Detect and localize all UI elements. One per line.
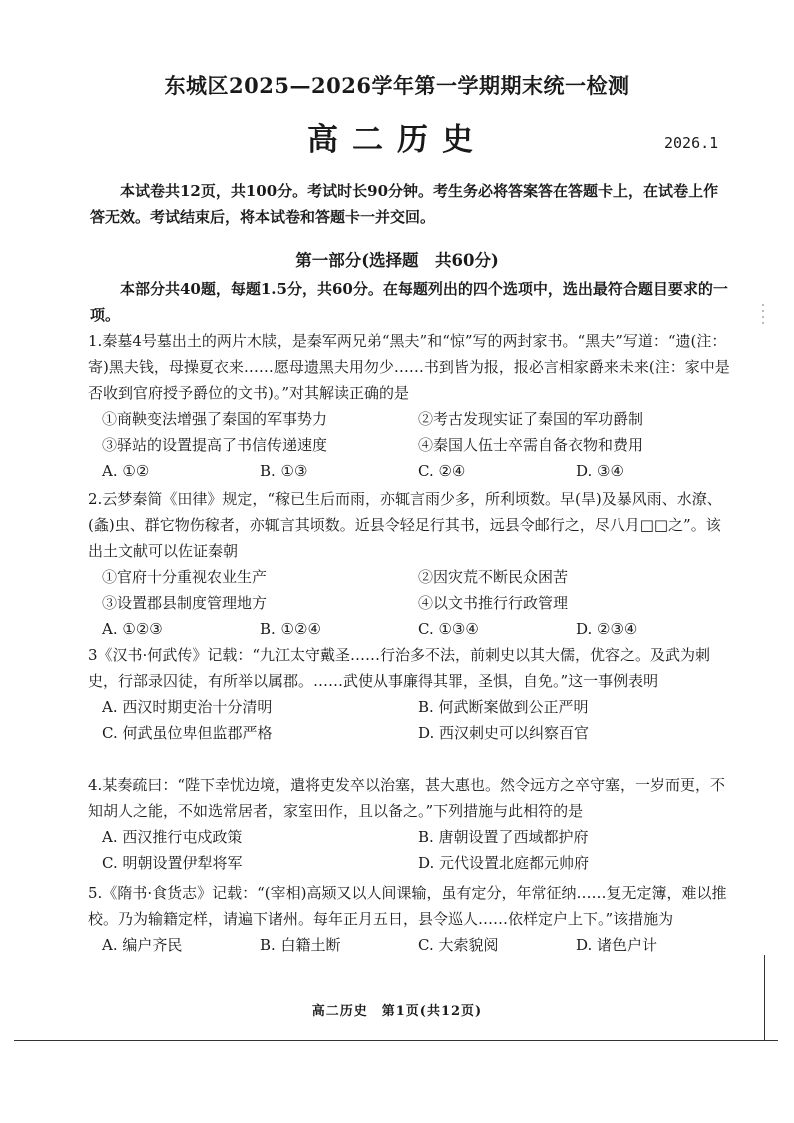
statement: ④以文书推行行政管理 (418, 594, 569, 612)
question-stem-text: 秦墓4号墓出土的两片木牍，是秦军两兄弟“黑夫”和“惊”写的两封家书。“黑夫”写道：“遗(注：寄)黑夫钱，母操夏衣来……愿母遗黑夫用勿少……书到皆为报，报必言相家爵来未来(注：家中是否收到官府授予爵位的文书)。”对其解读正确的是 (88, 332, 730, 402)
subject-title: 高二历史 (307, 122, 487, 158)
question-5 (88, 880, 734, 958)
question-3 (88, 642, 734, 746)
option-a: A. 编户齐民 (102, 936, 183, 954)
question-number: 1. (88, 332, 103, 350)
question-stem-text: 云梦秦简《田律》规定，“稼已生后而雨，亦辄言雨少多，所利顷数。早(旱)及暴风雨、水潦、(螽)虫、群它物伤稼者，亦辄言其顷数。近县令轻足行其书，远县令邮行之，尽八月□□之”。该出土文献可以佐证秦朝 (88, 490, 722, 560)
option-b: B. 唐朝设置了西域都护府 (418, 828, 589, 846)
option-c: C. 何武虽位卑但监郡严格 (102, 724, 273, 742)
option-c: C. ①③④ (418, 620, 479, 638)
statement: ④秦国人伍士卒需自备衣物和费用 (418, 436, 644, 454)
option-a: A. ①②③ (102, 620, 163, 638)
option-c: C. 明朝设置伊犁将军 (102, 854, 243, 872)
exam-date: 2026.1 (664, 134, 719, 152)
option-a: A. 西汉时期吏治十分清明 (102, 698, 273, 716)
statement-list (88, 406, 734, 458)
option-a: A. ①② (102, 462, 150, 480)
option-c: C. ②④ (418, 462, 466, 480)
option-list (88, 616, 734, 642)
option-list (88, 694, 734, 746)
exam-notice: 本试卷共12页，共100分。考试时长90分钟。考生务必将答案答在答题卡上，在试卷上作答无效。考试结束后，将本试卷和答题卡一并交回。 (90, 182, 719, 226)
option-d: D. ③④ (576, 462, 624, 480)
option-list (88, 824, 734, 876)
statement: ③驿站的设置提高了书信传递速度 (102, 436, 328, 454)
statement: ②考古发现实证了秦国的军功爵制 (418, 410, 644, 428)
question-number: 3 (88, 646, 98, 664)
page-bottom-rule (14, 1040, 778, 1041)
question-1 (88, 328, 734, 484)
option-b: B. ①②④ (260, 620, 321, 638)
option-d: D. ②③④ (576, 620, 638, 638)
question-stem (88, 642, 734, 694)
option-d: D. 元代设置北庭都元帅府 (418, 854, 590, 872)
part-title: 第一部分(选择题 共60分) (295, 251, 499, 270)
page-footer: 高二历史 第1页(共12页) (311, 1004, 483, 1019)
part-description: 本部分共40题，每题1.5分，共60分。在每题列出的四个选项中，选出最符合题目要求的一项。 (90, 280, 728, 324)
question-4 (88, 772, 734, 876)
statement: ①官府十分重视农业生产 (102, 568, 268, 586)
question-number: 2. (88, 490, 103, 508)
option-d: D. 诸色户计 (576, 936, 658, 954)
option-b: B. 何武断案做到公正严明 (418, 698, 589, 716)
statement: ②因灾荒不断民众困苦 (418, 568, 569, 586)
question-stem (88, 880, 734, 932)
statement: ①商鞅变法增强了秦国的军事势力 (102, 410, 328, 428)
option-list (88, 458, 734, 484)
option-d: D. 西汉刺史可以纠察百官 (418, 724, 590, 742)
question-2 (88, 486, 734, 642)
question-stem-text: 《隋书·食货志》记载：“(宰相)高颎又以人间课输，虽有定分，年常征纳……复无定簿，难以推校。乃为输籍定样，请遍下诸州。每年正月五日，县令巡人……依样定户上下。”该措施为 (88, 884, 727, 928)
option-list (88, 932, 734, 958)
exam-title: 东城区2025—2026学年第一学期期末统一检测 (164, 73, 630, 98)
option-c: C. 大索貌阅 (418, 936, 499, 954)
option-b: B. 白籍土断 (260, 936, 341, 954)
question-stem-text: 《汉书·何武传》记载：“九江太守戴圣……行治多不法，前刺史以其大儒，优容之。及武为刺史，行部录囚徒，有所举以属郡。……武使从事廉得其罪，圣惧，自免。”这一事例表明 (88, 646, 710, 690)
question-stem-text: 某奏疏曰：“陛下幸忧边境，遣将吏发卒以治塞，甚大惠也。然令远方之卒守塞，一岁而更，不知胡人之能，不如选常居者，家室田作，且以备之。”下列措施与此相符的是 (88, 776, 725, 820)
question-number: 5. (88, 884, 103, 902)
question-stem (88, 486, 734, 564)
question-stem (88, 328, 734, 406)
scan-artifact (760, 300, 766, 340)
option-b: B. ①③ (260, 462, 308, 480)
option-a: A. 西汉推行屯戍政策 (102, 828, 243, 846)
question-stem (88, 772, 734, 824)
statement-list (88, 564, 734, 616)
question-number: 4. (88, 776, 103, 794)
statement: ③设置郡县制度管理地方 (102, 594, 268, 612)
page-divider (764, 955, 765, 1041)
